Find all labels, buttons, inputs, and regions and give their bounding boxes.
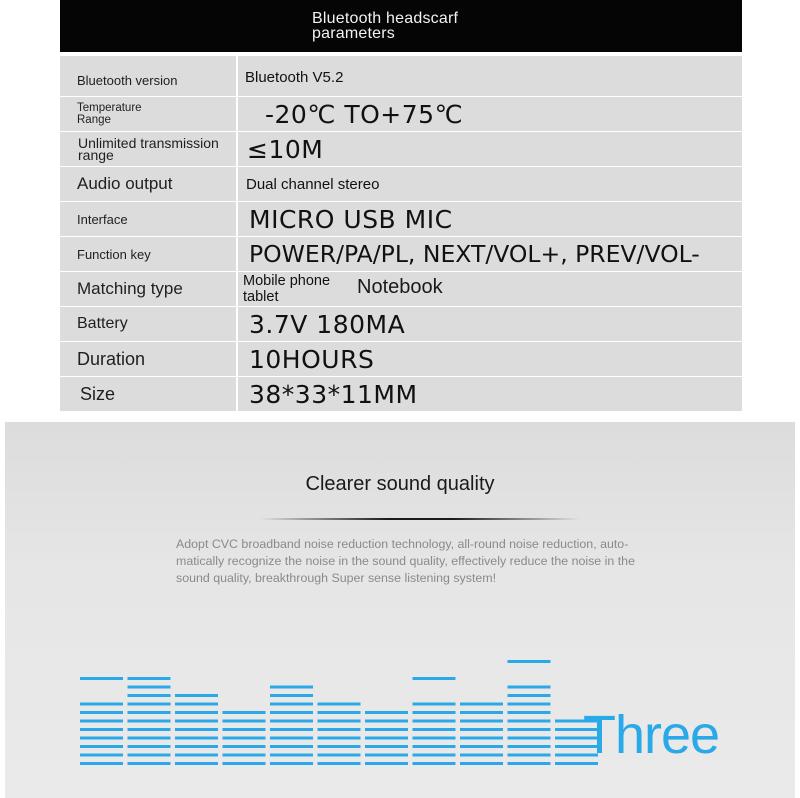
equalizer-segment <box>508 728 551 731</box>
spec-key: Interface <box>60 202 238 236</box>
equalizer-segment <box>175 728 218 731</box>
equalizer-segment <box>318 728 361 731</box>
equalizer-segment <box>460 754 503 757</box>
equalizer-segment <box>365 711 408 714</box>
equalizer-segment <box>128 694 171 697</box>
spec-value: -20℃ TO+75℃ <box>265 99 464 129</box>
equalizer-segment <box>128 720 171 723</box>
equalizer-segment <box>270 728 313 731</box>
equalizer-segment <box>508 686 551 689</box>
spec-value: Dual channel stereo <box>246 175 380 193</box>
spec-value-line1: Mobile phone <box>243 273 331 289</box>
equalizer-column <box>80 677 123 765</box>
equalizer-segment <box>318 720 361 723</box>
spec-value: 3.7V 180MA <box>249 309 406 339</box>
equalizer-segment <box>508 754 551 757</box>
equalizer-column <box>175 694 218 765</box>
equalizer-column <box>318 703 361 766</box>
spec-key-line1: Temperature <box>77 102 142 114</box>
spec-value: 38*33*11MM <box>249 379 418 409</box>
equalizer-segment <box>365 745 408 748</box>
equalizer-column <box>365 711 408 765</box>
equalizer-segment <box>413 728 456 731</box>
equalizer-segment <box>508 711 551 714</box>
equalizer-segment <box>365 754 408 757</box>
equalizer-segment <box>80 728 123 731</box>
spec-key-line2: Range <box>77 114 111 126</box>
spec-row-duration <box>60 341 742 376</box>
equalizer-segment <box>508 762 551 765</box>
equalizer-column <box>128 677 171 765</box>
spec-value <box>240 272 742 306</box>
equalizer-segment <box>270 703 313 706</box>
spec-row-size <box>60 376 742 411</box>
equalizer-segment <box>365 737 408 740</box>
equalizer-segment <box>318 762 361 765</box>
equalizer-segment <box>80 711 123 714</box>
equalizer-segment <box>175 720 218 723</box>
equalizer-segment <box>223 728 266 731</box>
equalizer-column <box>270 686 313 766</box>
spec-key-line1: Unlimited transmission <box>78 135 219 151</box>
equalizer-segment <box>80 762 123 765</box>
spec-value-extra: Notebook <box>357 276 443 298</box>
spec-value: MICRO USB MIC <box>249 204 453 234</box>
spec-value: ≤10M <box>247 134 324 164</box>
spec-value: Bluetooth V5.2 <box>245 69 344 86</box>
spec-key: Bluetooth version <box>60 56 238 96</box>
equalizer-segment <box>508 720 551 723</box>
equalizer-segment <box>413 703 456 706</box>
equalizer-segment <box>508 694 551 697</box>
equalizer-segment <box>223 711 266 714</box>
equalizer-segment <box>223 737 266 740</box>
spec-key: Audio output <box>60 167 238 201</box>
equalizer-segment <box>223 754 266 757</box>
equalizer-segment <box>413 720 456 723</box>
equalizer-segment <box>318 703 361 706</box>
equalizer-segment <box>460 703 503 706</box>
equalizer-segment <box>175 703 218 706</box>
equalizer-segment <box>413 754 456 757</box>
equalizer-segment <box>128 762 171 765</box>
equalizer-segment <box>413 711 456 714</box>
equalizer-segment <box>508 703 551 706</box>
spec-value: 10HOURS <box>249 344 375 374</box>
spec-key <box>60 97 238 131</box>
equalizer-segment <box>413 745 456 748</box>
equalizer-segment <box>270 694 313 697</box>
spec-row-transmission-range <box>60 131 742 166</box>
spec-key <box>60 132 238 166</box>
spec-row-temperature-range <box>60 96 742 131</box>
feature-title: Clearer sound quality <box>305 473 495 495</box>
spec-key: Function key <box>60 237 238 271</box>
equalizer-segment <box>365 720 408 723</box>
equalizer-segment <box>175 711 218 714</box>
equalizer-segment <box>175 737 218 740</box>
spec-key-line2: range <box>78 147 114 163</box>
equalizer-segment <box>508 737 551 740</box>
equalizer-column <box>413 677 456 765</box>
equalizer-segment <box>80 720 123 723</box>
equalizer-segment <box>460 762 503 765</box>
equalizer-segment <box>128 677 171 680</box>
equalizer-peak <box>80 677 123 680</box>
equalizer-segment <box>460 720 503 723</box>
equalizer-segment <box>128 737 171 740</box>
equalizer-segment <box>80 745 123 748</box>
equalizer-segment <box>270 762 313 765</box>
equalizer-segment <box>223 762 266 765</box>
equalizer-segment <box>508 745 551 748</box>
equalizer-segment <box>175 745 218 748</box>
equalizer-segment <box>175 762 218 765</box>
spec-header-title-line1: Bluetooth headscarf <box>312 10 459 27</box>
spec-key: Size <box>60 377 238 411</box>
equalizer-segment <box>460 737 503 740</box>
equalizer-segment <box>413 762 456 765</box>
equalizer-segment <box>318 737 361 740</box>
feature-description: Adopt CVC broadband noise reduction technology, all-round noise reduction, auto-matically recognize the noise in the sound quality, effectively reduce the noise in the sound quality, breakthrough Super sense listening system! <box>176 537 635 585</box>
equalizer-segment <box>270 711 313 714</box>
equalizer-peak <box>413 677 456 680</box>
spec-value: POWER/PA/PL, NEXT/VOL+, PREV/VOL- <box>249 240 700 268</box>
equalizer-peak <box>508 660 551 663</box>
equalizer-segment <box>460 745 503 748</box>
equalizer-segment <box>270 745 313 748</box>
spec-key: Matching type <box>60 272 238 306</box>
feature-section <box>5 422 795 798</box>
spec-header-title-line2: parameters <box>312 25 395 42</box>
equalizer-segment <box>460 711 503 714</box>
equalizer-segment <box>365 728 408 731</box>
equalizer-segment <box>318 745 361 748</box>
equalizer-segment <box>80 703 123 706</box>
equalizer-segment <box>80 737 123 740</box>
spec-row-matching-type <box>60 271 742 306</box>
equalizer-segment <box>80 754 123 757</box>
equalizer-segment <box>175 754 218 757</box>
equalizer-column <box>460 703 503 766</box>
spec-header <box>60 0 742 52</box>
equalizer-segment <box>270 686 313 689</box>
equalizer-segment <box>175 694 218 697</box>
equalizer-segment <box>223 720 266 723</box>
spec-key: Duration <box>60 342 238 376</box>
equalizer-segment <box>318 754 361 757</box>
equalizer-segment <box>413 737 456 740</box>
equalizer-column <box>508 660 551 765</box>
spec-row-audio-output <box>60 166 742 201</box>
equalizer-segment <box>270 737 313 740</box>
equalizer-segment <box>128 745 171 748</box>
equalizer-segment <box>128 686 171 689</box>
spec-key: Battery <box>60 307 238 341</box>
equalizer-segment <box>270 754 313 757</box>
spec-row-bluetooth-version <box>60 55 742 96</box>
equalizer-segment <box>223 745 266 748</box>
equalizer-segment <box>128 754 171 757</box>
equalizer-column <box>223 711 266 765</box>
equalizer-segment <box>128 711 171 714</box>
equalizer-segment <box>128 728 171 731</box>
equalizer-segment <box>318 711 361 714</box>
equalizer-segment <box>128 703 171 706</box>
equalizer-segment <box>270 720 313 723</box>
spec-row-battery <box>60 306 742 341</box>
spec-row-interface <box>60 201 742 236</box>
feature-highlight-label: Three <box>583 705 720 765</box>
spec-row-function-key <box>60 236 742 271</box>
equalizer-segment <box>365 762 408 765</box>
spec-value-line2: tablet <box>243 289 279 305</box>
equalizer-segment <box>460 728 503 731</box>
